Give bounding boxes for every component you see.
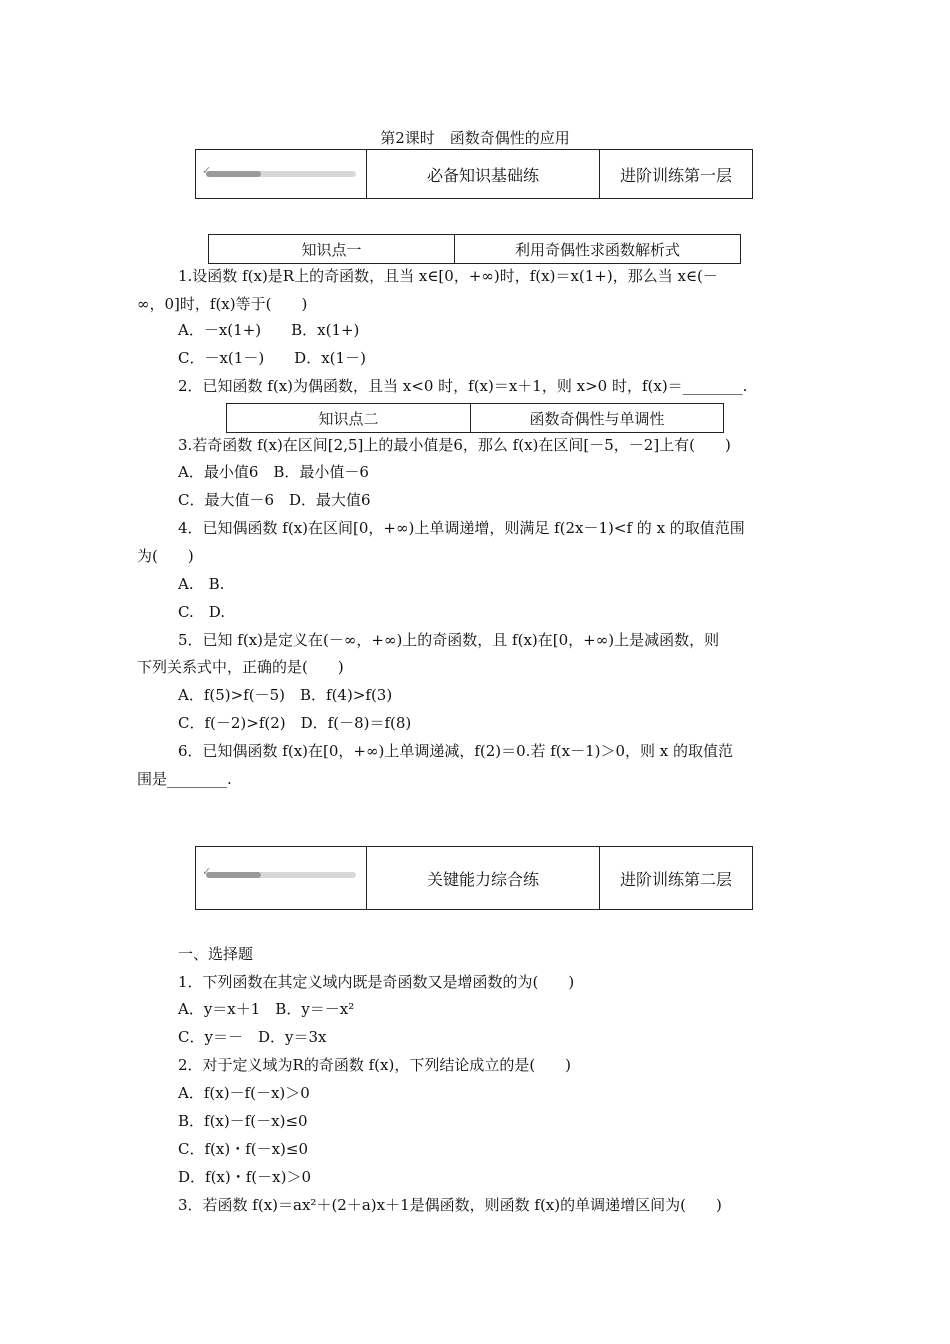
progress-decoration: [196, 847, 367, 909]
question-line: 2．已知函数 f(x)为偶函数，且当 x<0 时，f(x)＝x＋1，则 x>0 时，f(x)＝________.: [178, 377, 748, 395]
kp-topic: 函数奇偶性与单调性: [529, 409, 665, 428]
check-icon: ✓: [202, 865, 212, 878]
option-line: A．y＝x＋1 B．y＝－x²: [178, 1000, 355, 1018]
option-line: A. B.: [178, 575, 225, 593]
option-line: C．f(－2)>f(2) D．f(－8)＝f(8): [178, 714, 412, 732]
option-line: A．f(x)－f(－x)＞0: [178, 1084, 310, 1102]
option-line: C．f(x)・f(－x)≤0: [178, 1140, 309, 1158]
option-line: D．f(x)・f(－x)＞0: [178, 1168, 312, 1186]
kp-label: 知识点一: [209, 235, 455, 263]
question-line: 为( ): [137, 547, 194, 565]
knowledge-point-2: [226, 403, 724, 433]
option-line: A．－x(1+) B．x(1+): [178, 321, 360, 339]
question-line: 6．已知偶函数 f(x)在[0，+∞)上单调递减，f(2)＝0.若 f(x－1)＞0，则 x 的取值范: [178, 742, 734, 760]
page-title: 第2课时 函数奇偶性的应用: [380, 129, 570, 147]
section-banner-advanced: [195, 846, 753, 910]
knowledge-point-1: [208, 234, 741, 264]
option-line: A．最小值6 B．最小值－6: [178, 463, 369, 481]
question-line: 3．若函数 f(x)＝ax²＋(2＋a)x＋1是偶函数，则函数 f(x)的单调递增区间为( ): [178, 1196, 722, 1214]
question-line: 5．已知 f(x)是定义在(－∞，+∞)上的奇函数，且 f(x)在[0，+∞)上是减函数，则: [178, 631, 720, 649]
option-line: C．－x(1－) D．x(1－): [178, 349, 366, 367]
banner-level: 进阶训练第一层: [619, 165, 732, 185]
question-line: 围是________.: [137, 770, 232, 788]
option-line: C．最大值－6 D．最大值6: [178, 491, 371, 509]
question-line: 4．已知偶函数 f(x)在区间[0，+∞)上单调递增，则满足 f(2x－1)<f 的 x 的取值范围: [178, 519, 745, 537]
option-line: B．f(x)－f(－x)≤0: [178, 1112, 308, 1130]
question-line: 2．对于定义域为R的奇函数 f(x)，下列结论成立的是( ): [178, 1056, 572, 1074]
question-line: 1.设函数 f(x)是R上的奇函数，且当 x∈[0，+∞)时，f(x)＝x(1+)，那么当 x∈(－: [178, 267, 718, 285]
banner-level: 进阶训练第二层: [619, 869, 732, 889]
check-icon: ✓: [202, 164, 212, 177]
question-line: 3.若奇函数 f(x)在区间[2,5]上的最小值是6，那么 f(x)在区间[－5，－2]上有( ): [178, 436, 731, 454]
section-banner-basic: [195, 149, 753, 199]
banner-title: 关键能力综合练: [367, 847, 600, 909]
question-line: 下列关系式中，正确的是( ): [137, 658, 344, 676]
option-line: C．y＝－ D．y＝3x: [178, 1028, 327, 1046]
option-line: C. D.: [178, 603, 225, 621]
banner-title: 必备知识基础练: [367, 150, 600, 198]
question-line: 1．下列函数在其定义域内既是奇函数又是增函数的为( ): [178, 973, 575, 991]
kp-topic: 利用奇偶性求函数解析式: [514, 240, 680, 259]
progress-decoration: [196, 150, 367, 198]
question-line: ∞，0]时，f(x)等于( ): [137, 295, 308, 313]
section-heading: 一、选择题: [178, 945, 254, 963]
kp-label: 知识点二: [227, 404, 471, 432]
option-line: A．f(5)>f(－5) B．f(4)>f(3): [178, 686, 393, 704]
